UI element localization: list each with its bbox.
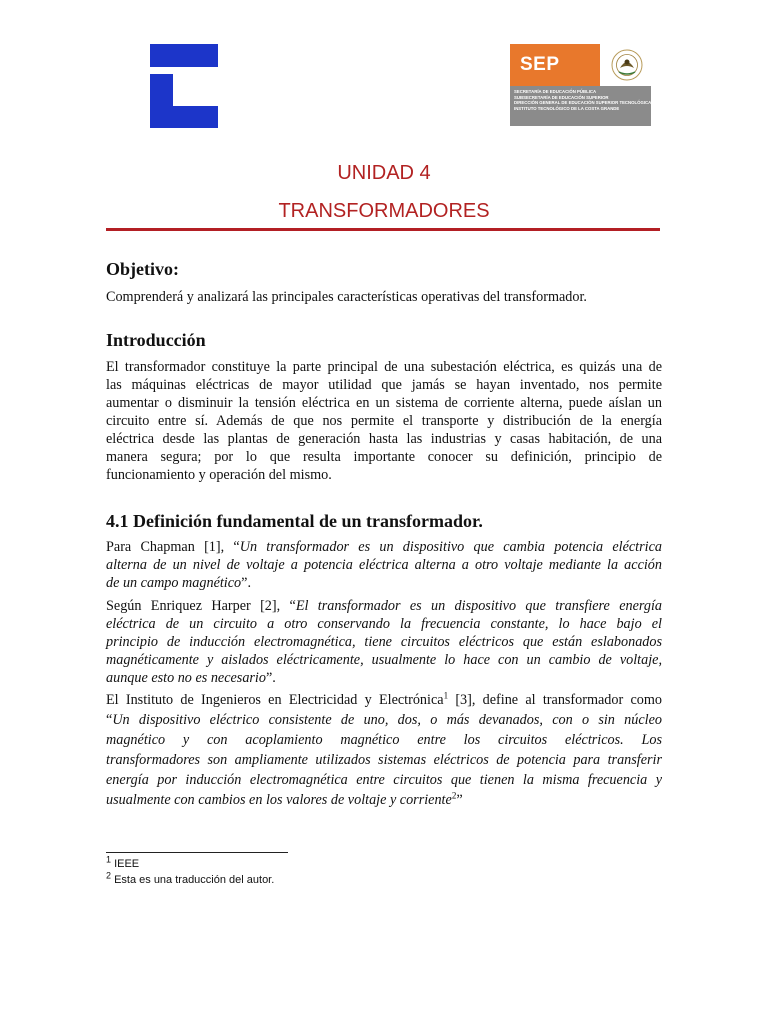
objetivo-text: Comprenderá y analizará las principales características operativas del transformador.	[106, 289, 587, 305]
footnote-divider	[106, 852, 288, 853]
harper-quote: Según Enriquez Harper [2], “El transformador es un dispositivo que transfiere energía eléctrica de un circuito a otro conservando la frecuencia constante, lo hace bajo el principio de inducción electromagnética, tiene circuitos eléctricos que están eslabonados magnéticamente y aislados eléctricamente, usualmente lo hace con un cambio de voltaje, aunque esto no es necesario”.	[106, 598, 663, 686]
chapman-quote: Para Chapman [1], “Un transformador es un dispositivo que cambia potencia eléctrica alterna de un nivel de voltaje a potencia eléctrica alterna a otro voltaje mediante la acción de un campo magnético”.	[106, 539, 662, 591]
objetivo-heading: Objetivo:	[106, 259, 179, 279]
sep-logo-text: SEP	[510, 44, 600, 86]
title-divider	[106, 228, 660, 231]
footnote-1: $^1$ IEEE	[106, 854, 140, 870]
sep-logo	[510, 44, 651, 126]
institute-logo	[150, 44, 218, 128]
unit-title: UNIDAD 4	[337, 162, 431, 184]
section-4-1-heading: 4.1 Definición fundamental de un transformador.	[106, 511, 483, 531]
mexico-seal-icon	[606, 46, 648, 84]
sep-agency-lines: SECRETARÍA DE EDUCACIÓN PÚBLICA SUBSECRETARÍA DE EDUCACIÓN SUPERIOR DIRECCIÓN GENERAL DE EDUCACIÓN SUPERIOR TECNOLÓGICA INSTITUTO TECNOLÓGICO DE LA COSTA GRANDE	[514, 89, 652, 111]
introduccion-heading: Introducción	[106, 330, 206, 350]
ieee-quote: El Instituto de Ingenieros en Electricidad y Electrónica$^1$ [3], define al transformador como “Un dispositivo eléctrico consistente de uno, dos, o más devanados, con o sin núcleo magnético y con acoplamiento magnético entre los circuitos eléctricos. Los transformadores son ampliamente utilizados sistemas eléctricos de potencia para transferir energía por inducción electromagnética entre circuitos que tienen la misma frecuencia y usualmente con cambios en los valores de voltaje y corriente$^2$”	[106, 690, 662, 808]
unit-name: TRANSFORMADORES	[278, 200, 490, 222]
introduccion-paragraph: El transformador constituye la parte principal de una subestación eléctrica, es quizás una de las máquinas eléctricas de mayor utilidad que jamás se hayan inventado, nos permite aumentar o disminuir la tensión eléctrica en un sistema de corriente alterna, puede aíslan un circuito entre sí. Además de que nos permite el transporte y distribución de la energía eléctrica desde las plantas de generación hasta las industrias y casas habitación, de una manera segura; por lo que resulta importante conocer su definición, principio de funcionamiento y operación del mismo.	[106, 359, 662, 483]
footnote-2: $^2$ Esta es una traducción del autor.	[106, 870, 275, 886]
